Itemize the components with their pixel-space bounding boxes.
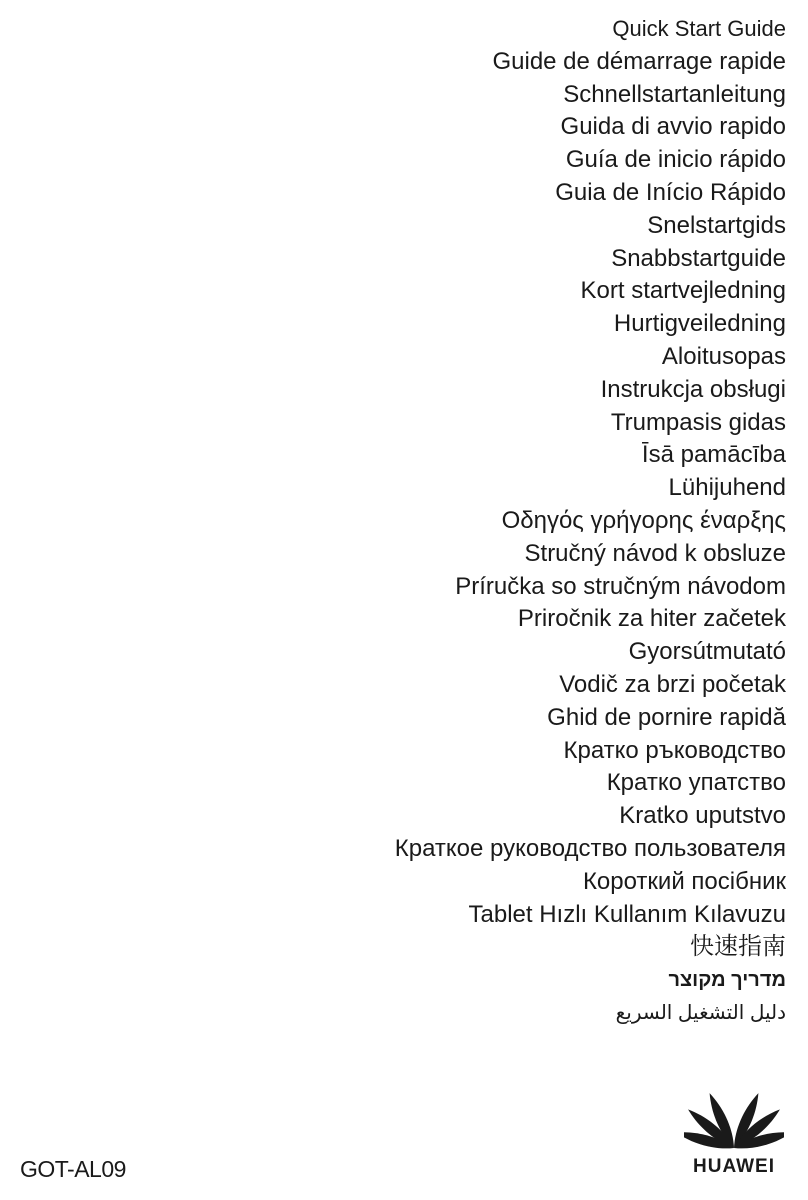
guide-title-czech: Stručný návod k obsluze bbox=[524, 539, 786, 567]
guide-title-ukrainian: Короткий посібник bbox=[582, 867, 786, 895]
guide-title-greek: Οδηγός γρήγορης έναρξης bbox=[501, 506, 786, 534]
guide-title-bulgarian: Кратко ръководство bbox=[563, 736, 786, 764]
guide-title-italian: Guida di avvio rapido bbox=[560, 113, 786, 141]
huawei-logo bbox=[682, 1084, 786, 1178]
guide-title-danish: Kort startvejledning bbox=[580, 277, 786, 305]
guide-title-slovak: Príručka so stručným návodom bbox=[455, 572, 786, 600]
guide-title-arabic: دليل التشغيل السريع bbox=[615, 1001, 786, 1024]
guide-title-slovenian: Priročnik za hiter začetek bbox=[517, 605, 786, 633]
guide-title-dutch: Snelstartgids bbox=[647, 211, 786, 239]
guide-title-finnish: Aloitusopas bbox=[661, 342, 786, 370]
guide-title-russian: Краткое руководство пользователя bbox=[394, 834, 786, 862]
model-number: GOT-AL09 bbox=[20, 1156, 126, 1182]
guide-title-croatian: Vodič za brzi početak bbox=[559, 670, 786, 698]
guide-title-romanian: Ghid de pornire rapidă bbox=[547, 703, 786, 731]
guide-title-chinese: 快速指南 bbox=[690, 933, 786, 961]
brand-name: HUAWEI bbox=[693, 1156, 775, 1177]
guide-title-latvian: Īsā pamācība bbox=[641, 441, 786, 469]
guide-title-lithuanian: Trumpasis gidas bbox=[610, 408, 786, 436]
guide-title-hungarian: Gyorsútmutató bbox=[628, 638, 786, 666]
guide-title-portuguese: Guia de Início Rápido bbox=[555, 178, 786, 206]
guide-title-macedonian: Кратко упатство bbox=[606, 769, 786, 797]
guide-title-swedish: Snabbstartguide bbox=[611, 244, 786, 272]
guide-title-german: Schnellstartanleitung bbox=[563, 80, 786, 108]
huawei-flower-logo-icon bbox=[684, 1084, 784, 1150]
guide-title-spanish: Guía de inicio rápido bbox=[565, 146, 786, 174]
guide-title-turkish: Tablet Hızlı Kullanım Kılavuzu bbox=[468, 900, 786, 928]
guide-title-estonian: Lühijuhend bbox=[668, 474, 786, 502]
guide-title-serbian: Kratko uputstvo bbox=[619, 802, 786, 830]
guide-title-french: Guide de démarrage rapide bbox=[492, 47, 786, 75]
guide-title-polish: Instrukcja obsługi bbox=[600, 375, 786, 403]
guide-title-hebrew: מדריך מקוצר bbox=[668, 969, 786, 992]
guide-title-english: Quick Start Guide bbox=[612, 16, 786, 41]
guide-title-norwegian: Hurtigveiledning bbox=[613, 310, 786, 338]
guide-title-list bbox=[26, 13, 786, 1030]
